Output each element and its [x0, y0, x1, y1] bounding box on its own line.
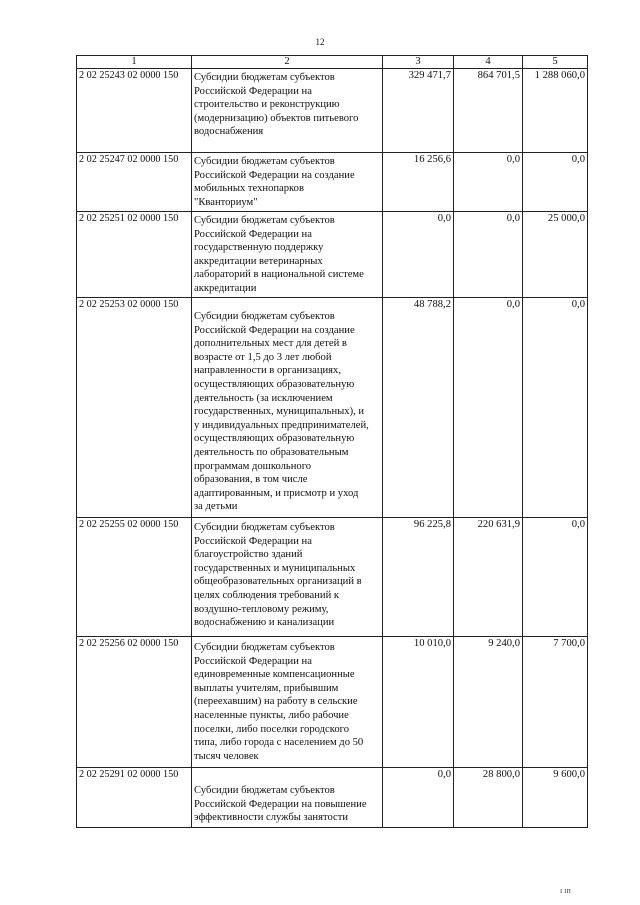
value-col-5: 0,0 [523, 518, 588, 637]
description-line: поселки, либо поселки городского [194, 723, 350, 735]
description-line: государственных и муниципальных [194, 562, 356, 574]
description-line: воздушно-тепловому режиму, [194, 603, 329, 615]
description-line: Субсидии бюджетам субъектов [194, 642, 335, 653]
table-row [77, 212, 588, 298]
description-line: возрасте от 1,5 до 3 лет любой [194, 351, 332, 363]
description-line: за детьми [194, 501, 238, 513]
description-line: благоустройство зданий [194, 549, 303, 561]
budget-table [76, 55, 588, 828]
value-col-4: 864 701,5 [454, 69, 523, 153]
description-line: тысяч человек [194, 750, 259, 762]
scan-mark: ı ıп [560, 886, 571, 895]
description-line: целях соблюдения требований к [194, 589, 340, 601]
value-col-5: 0,0 [523, 298, 588, 518]
row-description [192, 637, 383, 768]
header-col-5: 5 [523, 56, 588, 69]
table-row [77, 298, 588, 518]
description-line: Российской Федерации на создание [194, 324, 355, 336]
row-description [192, 768, 383, 828]
description-line: Субсидии бюджетам субъектов [194, 156, 335, 167]
header-col-3: 3 [383, 56, 454, 69]
header-col-2: 2 [192, 56, 383, 69]
description-line: населенные пункты, либо рабочие [194, 709, 349, 721]
description-line: образования, в том числе [194, 474, 308, 486]
budget-code: 2 02 25256 02 0000 150 [77, 637, 192, 768]
description-line: Субсидии бюджетам субъектов [194, 72, 335, 83]
description-line: Российской Федерации на [194, 535, 312, 547]
header-row [77, 56, 588, 69]
table-row [77, 69, 588, 153]
value-col-3: 48 788,2 [383, 298, 454, 518]
table-header [77, 56, 588, 69]
header-col-4: 4 [454, 56, 523, 69]
description-line: деятельность (за исключением [194, 392, 333, 404]
description-line: осуществляющих образовательную [194, 433, 355, 445]
description-line: лабораторий в национальной системе [194, 269, 364, 281]
table-row [77, 153, 588, 212]
value-col-3: 329 471,7 [383, 69, 454, 153]
row-description [192, 298, 383, 518]
description-line: направленности в организациях, [194, 365, 341, 377]
description-line: водоснабжению и канализации [194, 617, 335, 629]
description-line: водоснабжения [194, 126, 264, 138]
budget-code: 2 02 25253 02 0000 150 [77, 298, 192, 518]
description-line: Субсидии бюджетам субъектов [194, 785, 335, 796]
description-line: Субсидии бюджетам субъектов [194, 311, 335, 322]
row-description [192, 153, 383, 212]
description-line: выплаты учителям, прибывшим [194, 682, 339, 694]
description-line: Российской Федерации на создание [194, 169, 355, 181]
description-line: адаптированным, и присмотр и уход [194, 487, 359, 499]
description-line: Российской Федерации на [194, 228, 312, 240]
budget-code: 2 02 25291 02 0000 150 [77, 768, 192, 828]
budget-code: 2 02 25243 02 0000 150 [77, 69, 192, 153]
description-line: аккредитации [194, 282, 257, 294]
description-line: строительство и реконструкцию [194, 99, 340, 111]
value-col-5: 7 700,0 [523, 637, 588, 768]
description-line: у индивидуальных предпринимателей, [194, 419, 369, 431]
value-col-3: 0,0 [383, 768, 454, 828]
row-description [192, 212, 383, 298]
budget-code: 2 02 25251 02 0000 150 [77, 212, 192, 298]
description-line: (переехавшим) на работу в сельские [194, 696, 358, 708]
description-line: Субсидии бюджетам субъектов [194, 215, 335, 226]
table-row [77, 518, 588, 637]
table-row [77, 637, 588, 768]
value-col-3: 0,0 [383, 212, 454, 298]
description-line: мобильных технопарков [194, 183, 304, 195]
value-col-3: 10 010,0 [383, 637, 454, 768]
budget-code: 2 02 25247 02 0000 150 [77, 153, 192, 212]
budget-code: 2 02 25255 02 0000 150 [77, 518, 192, 637]
description-line: осуществляющих образовательную [194, 378, 355, 390]
description-line: Субсидии бюджетам субъектов [194, 522, 335, 533]
header-col-1: 1 [77, 56, 192, 69]
row-description [192, 518, 383, 637]
description-line: "Кванториум" [194, 196, 258, 208]
value-col-5: 25 000,0 [523, 212, 588, 298]
description-line: Российской Федерации на [194, 655, 312, 667]
description-line: единовременные компенсационные [194, 669, 355, 681]
page-number: 12 [315, 37, 325, 47]
value-col-5: 0,0 [523, 153, 588, 212]
value-col-4: 0,0 [454, 153, 523, 212]
value-col-3: 16 256,6 [383, 153, 454, 212]
value-col-3: 96 225,8 [383, 518, 454, 637]
table-body [77, 69, 588, 828]
description-line: Российской Федерации на [194, 85, 312, 97]
description-line: государственных, муниципальных), и [194, 406, 365, 418]
value-col-4: 9 240,0 [454, 637, 523, 768]
description-line: общеобразовательных организаций в [194, 576, 362, 588]
description-line: программам дошкольного [194, 460, 312, 472]
row-description [192, 69, 383, 153]
description-line: аккредитации ветеринарных [194, 255, 323, 267]
value-col-5: 9 600,0 [523, 768, 588, 828]
description-line: государственную поддержку [194, 242, 324, 254]
value-col-4: 220 631,9 [454, 518, 523, 637]
value-col-5: 1 288 060,0 [523, 69, 588, 153]
description-line: Российской Федерации на повышение [194, 798, 367, 810]
description-line: (модернизацию) объектов питьевого [194, 112, 359, 124]
description-line: дополнительных мест для детей в [194, 338, 347, 350]
description-line: типа, либо города с населением до 50 [194, 737, 364, 749]
value-col-4: 28 800,0 [454, 768, 523, 828]
value-col-4: 0,0 [454, 298, 523, 518]
description-line: деятельность по образовательным [194, 446, 349, 458]
value-col-4: 0,0 [454, 212, 523, 298]
description-line: эффективности службы занятости [194, 812, 349, 824]
table-row [77, 768, 588, 828]
